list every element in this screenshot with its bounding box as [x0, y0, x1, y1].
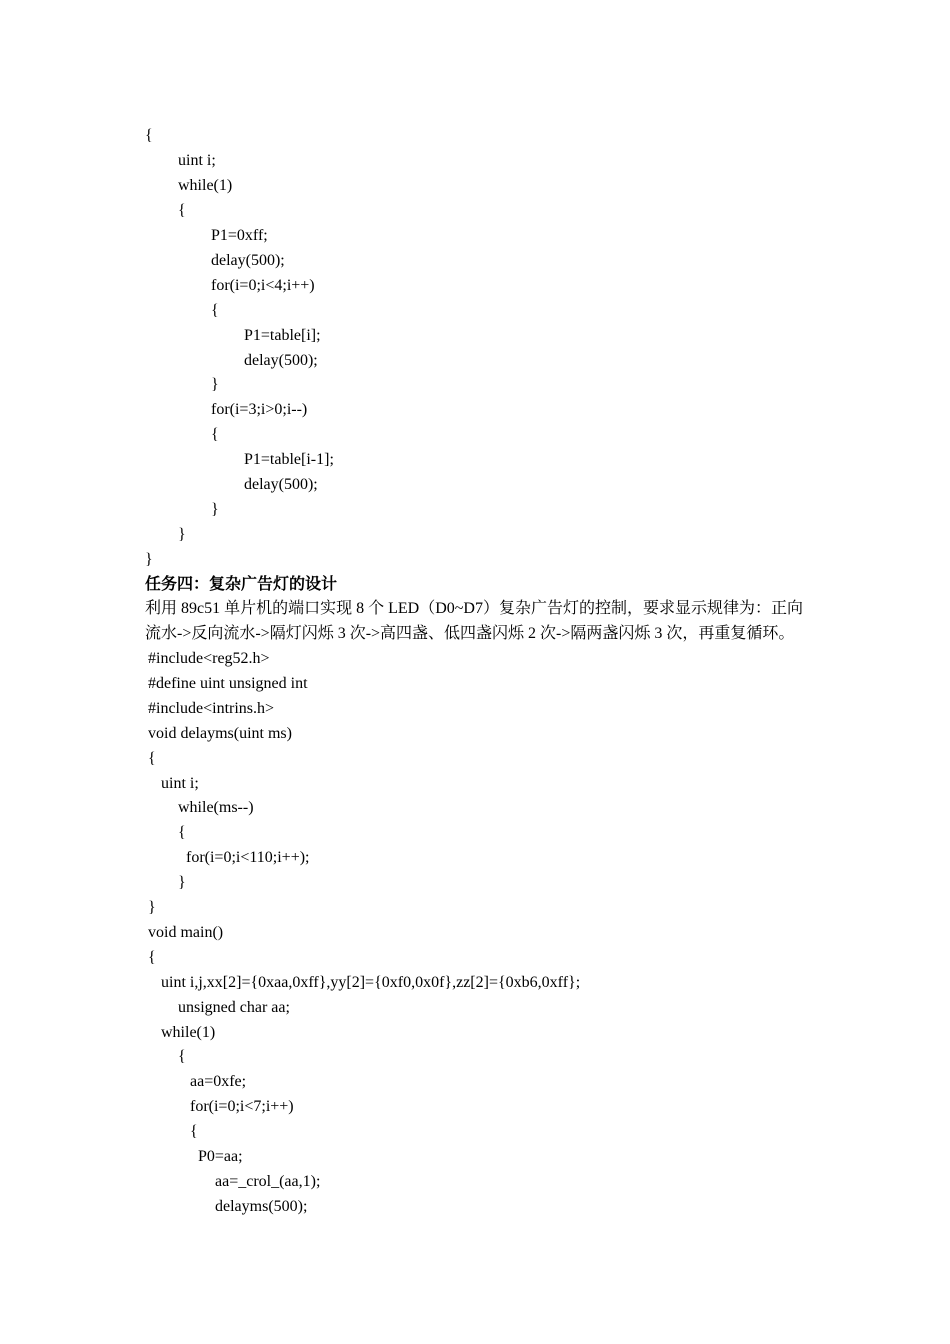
code-line: for(i=3;i>0;i--)	[211, 401, 308, 418]
code-line: #include<reg52.h>	[148, 650, 270, 667]
description-line: 利用 89c51 单片机的端口实现 8 个 LED（D0~D7）复杂广告灯的控制，要求显示规律为：正向	[145, 600, 803, 617]
code-line: for(i=0;i<4;i++)	[211, 277, 315, 294]
code-line: {	[211, 302, 219, 319]
code-line: delayms(500);	[215, 1198, 308, 1215]
code-line: void delayms(uint ms)	[148, 725, 292, 742]
code-line: #include<intrins.h>	[148, 700, 275, 717]
code-line: {	[211, 426, 219, 443]
code-line: P1=0xff;	[211, 227, 268, 244]
code-line: {	[190, 1123, 198, 1140]
code-line: unsigned char aa;	[178, 999, 290, 1016]
code-line: for(i=0;i<110;i++);	[186, 849, 310, 866]
code-line: {	[148, 750, 156, 767]
code-line: void main()	[148, 924, 224, 941]
code-line: {	[178, 824, 186, 841]
code-line: while(ms--)	[178, 799, 254, 816]
section-heading: 任务四：复杂广告灯的设计	[145, 576, 338, 593]
code-line: #define uint unsigned int	[148, 675, 308, 692]
code-line: delay(500);	[244, 352, 318, 369]
code-line: delay(500);	[211, 252, 285, 269]
code-line: }	[148, 899, 156, 916]
code-line: uint i;	[161, 775, 199, 792]
code-line: aa=_crol_(aa,1);	[215, 1173, 321, 1190]
code-line: {	[178, 202, 186, 219]
code-line: }	[211, 376, 219, 393]
code-line: aa=0xfe;	[190, 1073, 247, 1090]
code-line: {	[148, 949, 156, 966]
code-line: {	[178, 1048, 186, 1065]
code-line: uint i,j,xx[2]={0xaa,0xff},yy[2]={0xf0,0x0f},zz[2]={0xb6,0xff};	[161, 974, 581, 991]
code-line: for(i=0;i<7;i++)	[190, 1098, 294, 1115]
code-line: uint i;	[178, 152, 216, 169]
code-line: P1=table[i];	[244, 327, 321, 344]
code-line: while(1)	[161, 1024, 216, 1041]
code-line: delay(500);	[244, 476, 318, 493]
code-line: P1=table[i-1];	[244, 451, 334, 468]
code-line: {	[145, 127, 153, 144]
code-line: P0=aa;	[198, 1148, 243, 1165]
code-line: }	[178, 874, 186, 891]
description-line: 流水->反向流水->隔灯闪烁 3 次->高四盏、低四盏闪烁 2 次->隔两盏闪烁 3 次，再重复循环。	[145, 625, 795, 642]
code-line: while(1)	[178, 177, 233, 194]
code-line: }	[211, 501, 219, 518]
code-line: }	[178, 526, 186, 543]
code-line: }	[145, 551, 153, 568]
